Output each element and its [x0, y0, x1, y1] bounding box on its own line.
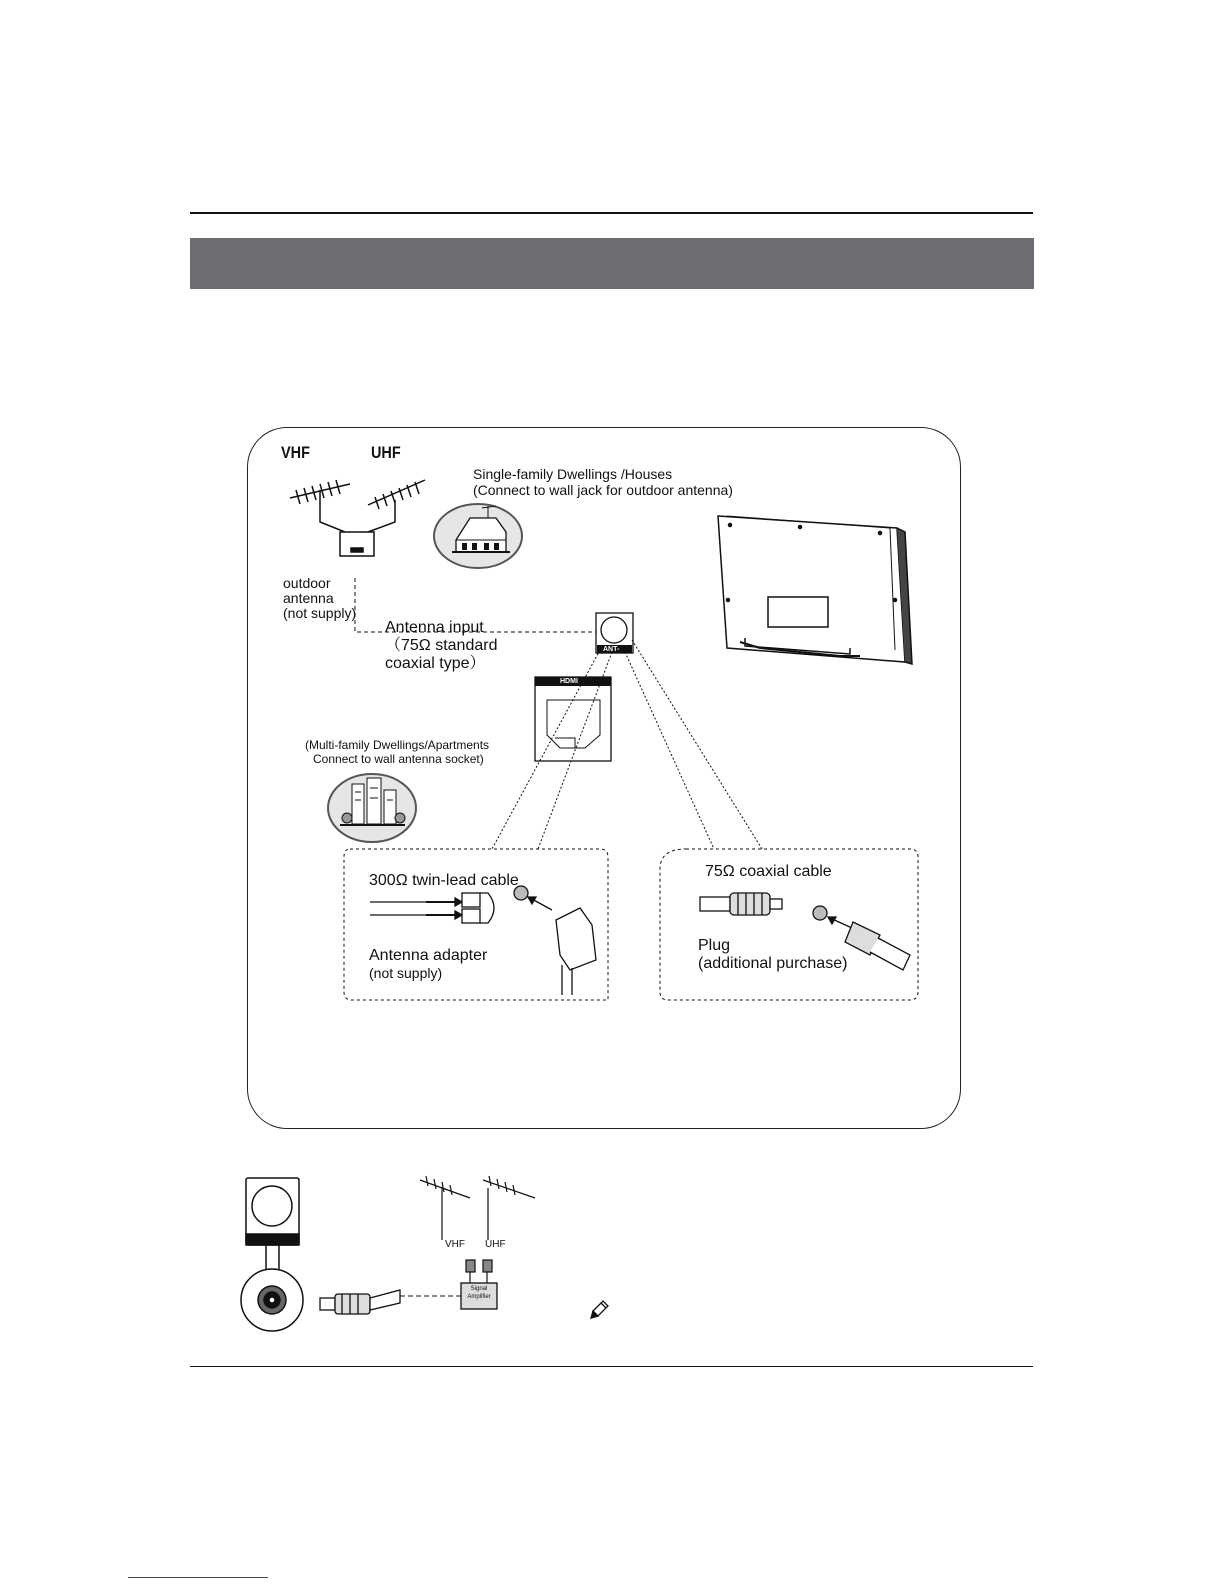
antenna-pair-icon [420, 1176, 535, 1283]
antenna-input-spec-2: coaxial type） [385, 655, 486, 672]
bottom-rule [190, 1366, 1033, 1367]
multi-family-sublabel: Connect to wall antenna socket) [313, 752, 484, 766]
antenna-input-spec-1: （75Ω standard [385, 637, 498, 654]
amp-vhf-label: VHF [445, 1239, 465, 1250]
antenna-adapter-icon [514, 886, 596, 995]
coaxial-plug-icon [320, 1290, 400, 1314]
outdoor-antenna-label-1: outdoor [283, 575, 331, 591]
single-family-sublabel: (Connect to wall jack for outdoor antenna) [473, 482, 733, 498]
amp-uhf-label: UHF [485, 1239, 506, 1250]
plug-note: (additional purchase) [698, 955, 848, 972]
house-icon [434, 504, 522, 568]
vhf-band-label: VHF [281, 443, 310, 462]
coaxial-cable-icon [700, 893, 782, 915]
plug-label: Plug [698, 937, 731, 954]
outdoor-antenna-icon [290, 480, 425, 556]
wall-socket-icon [241, 1178, 303, 1331]
antenna-input-label: Antenna input [385, 619, 484, 636]
antenna-adapter-note: (not supply) [369, 965, 443, 981]
outdoor-antenna-label-2: antenna [283, 590, 334, 606]
outdoor-antenna-label-3: (not supply) [283, 605, 357, 621]
multi-family-label: (Multi-family Dwellings/Apartments [305, 738, 490, 752]
hdmi-port-label: HDMI [560, 678, 578, 685]
pencil-note-icon [591, 1301, 608, 1318]
apartment-icon [328, 774, 416, 842]
signal-amplifier-label-2: Amplifier [467, 1294, 491, 1300]
uhf-band-label: UHF [371, 443, 401, 462]
single-family-label: Single-family Dwellings /Houses [473, 466, 673, 482]
signal-amplifier-label-1: Signal [470, 1286, 488, 1292]
twin-lead-cable-icon [370, 893, 494, 923]
footer-link-underline [128, 1577, 268, 1578]
tv-rear-view-icon [718, 516, 912, 664]
ant-port-label: ANT- [603, 646, 620, 653]
antenna-adapter-label: Antenna adapter [369, 947, 488, 964]
twin-lead-cable-label: 300Ω twin-lead cable [369, 872, 519, 889]
coaxial-cable-label: 75Ω coaxial cable [705, 863, 832, 880]
